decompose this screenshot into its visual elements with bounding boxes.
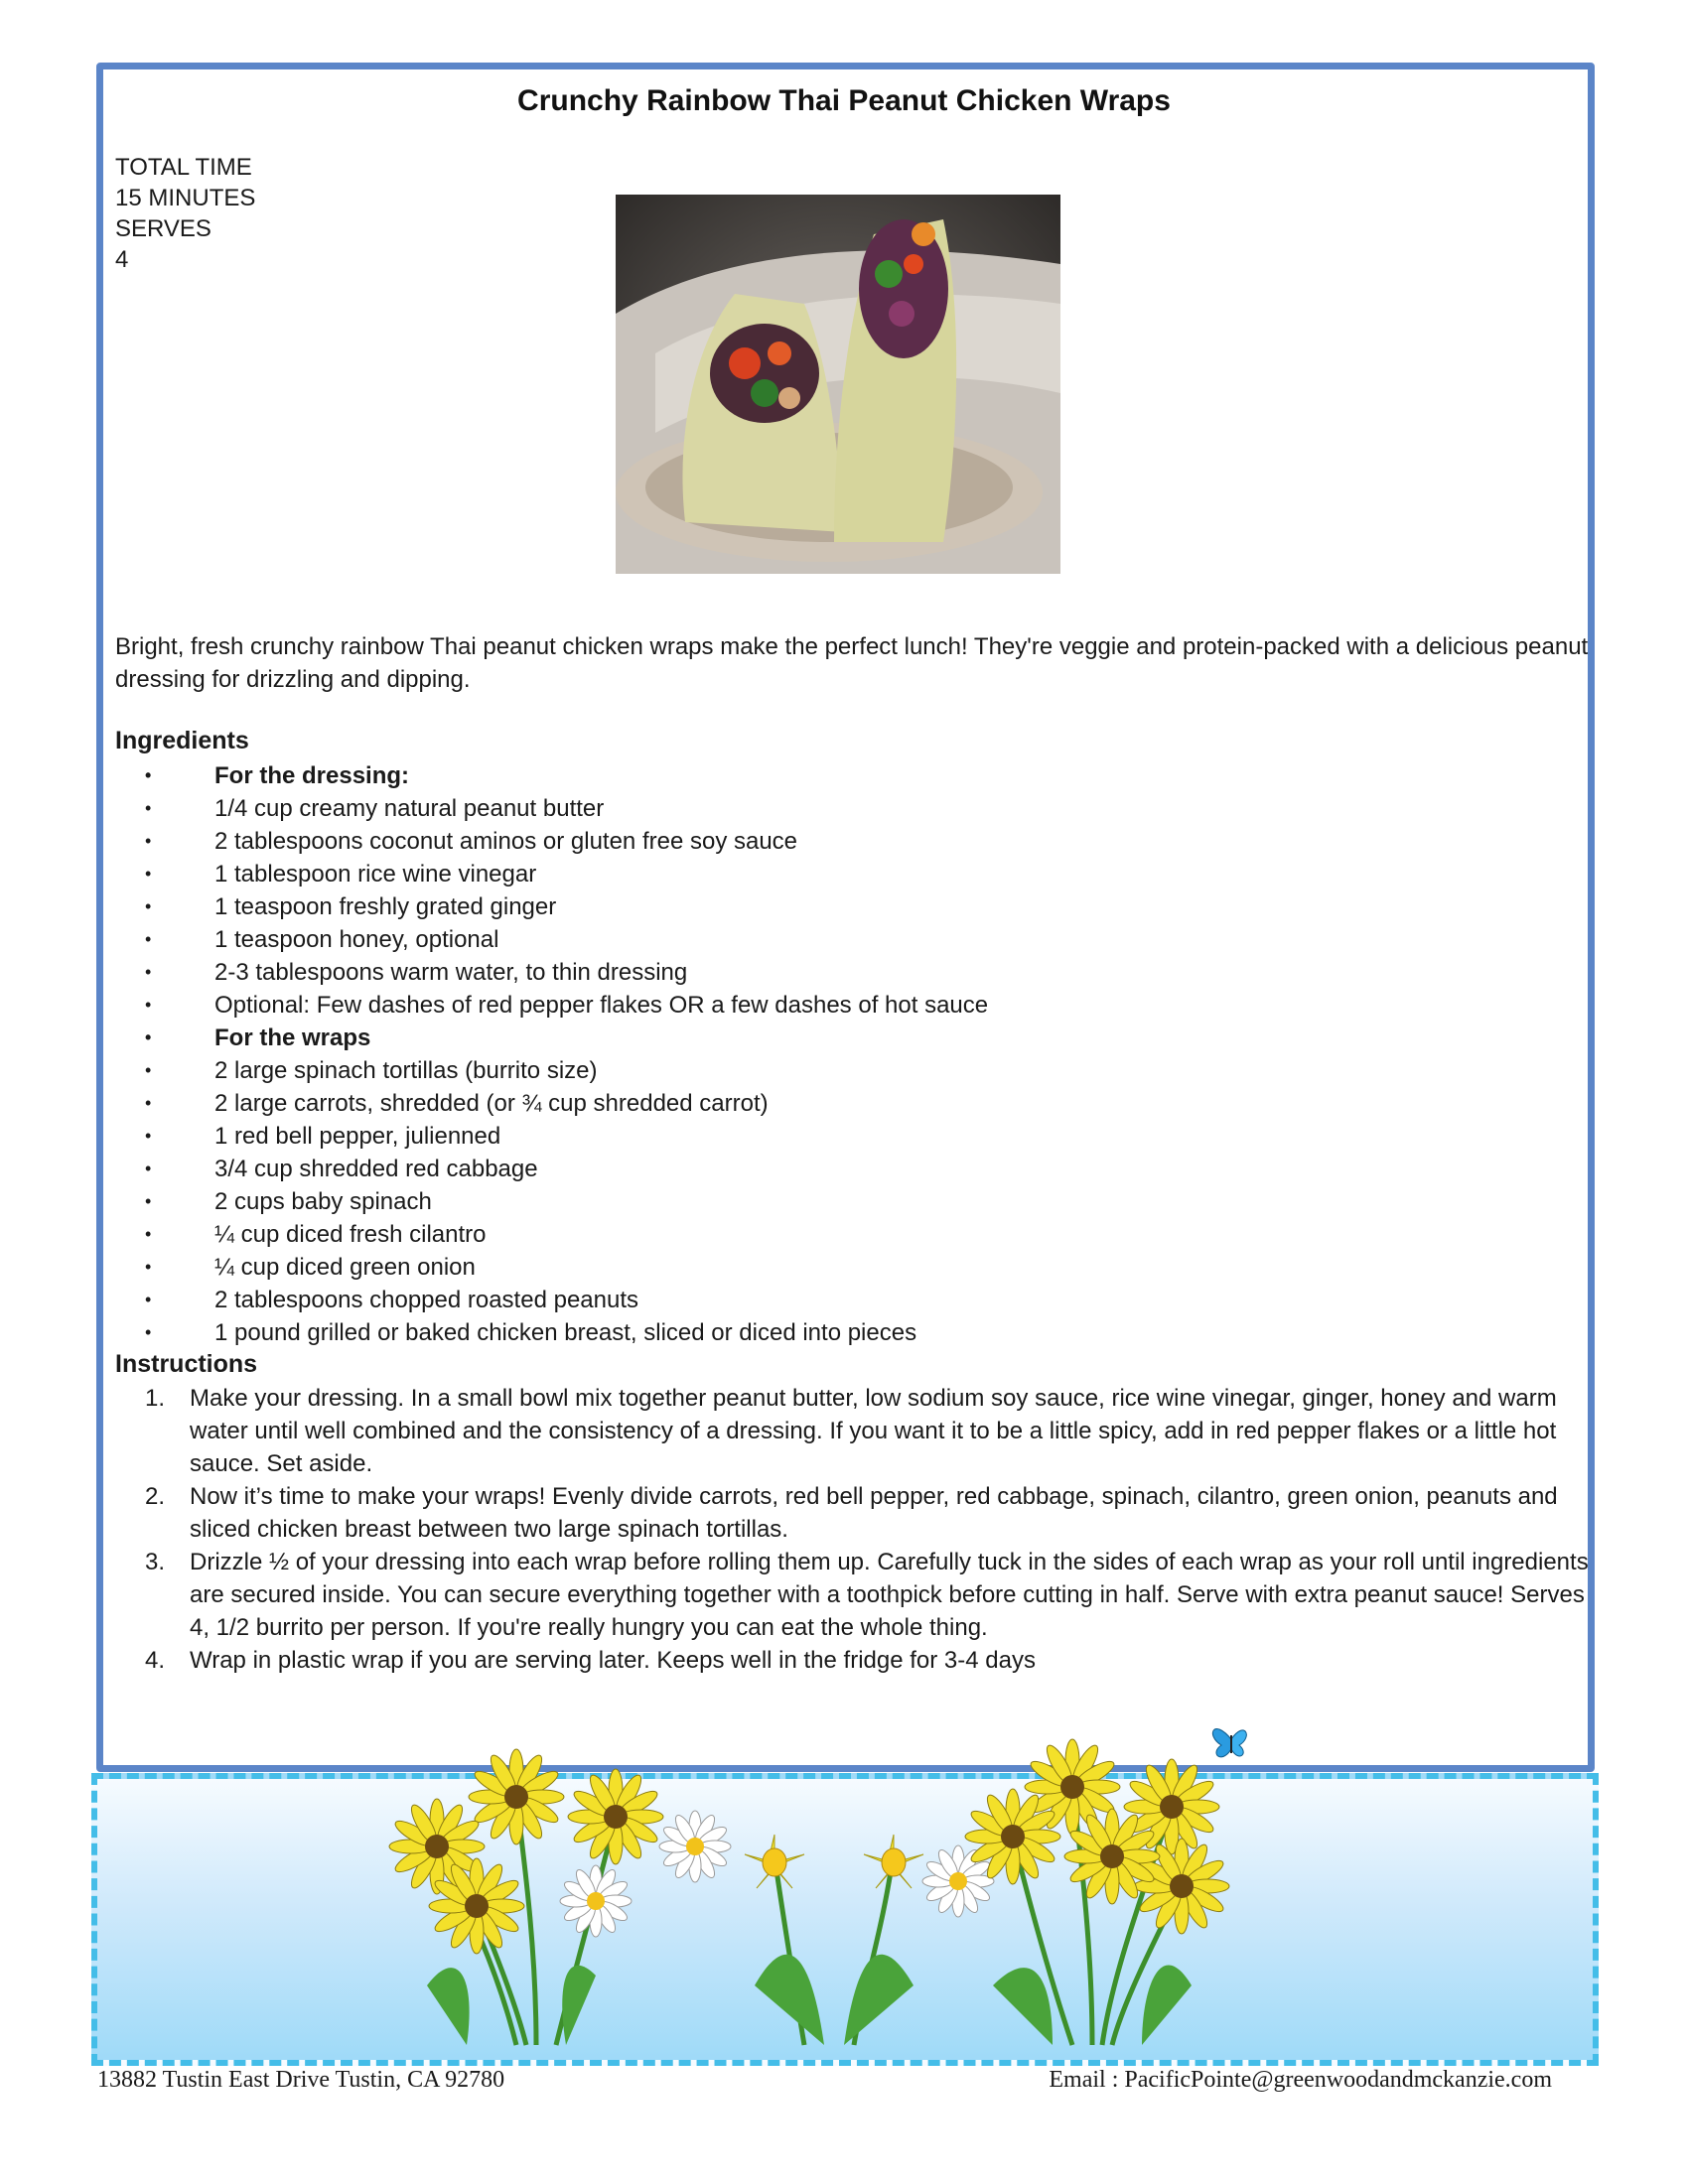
list-item: [115, 792, 988, 825]
bullet: •: [145, 962, 152, 982]
list-item: [115, 1316, 988, 1349]
bullet: •: [145, 929, 152, 949]
wrap-photo: [616, 195, 1060, 574]
list-item: [115, 1480, 1595, 1546]
footer-email: Email : PacificPointe@greenwoodandmckanzie.com: [1049, 2067, 1552, 2093]
ingredient-text: 1 red bell pepper, julienned: [214, 1123, 501, 1150]
ingredient-text: 2 large spinach tortillas (burrito size): [214, 1057, 598, 1084]
bullet: •: [145, 1191, 152, 1211]
recipe-meta: [115, 152, 255, 275]
instructions-list: [115, 1382, 1595, 1677]
ingredient-text: 1 teaspoon freshly grated ginger: [214, 893, 557, 920]
instructions-heading: Instructions: [115, 1350, 258, 1378]
bullet: •: [145, 765, 152, 785]
ingredient-text: 2 large carrots, shredded (or ¾ cup shredded carrot): [214, 1090, 769, 1117]
ingredient-text: 2 tablespoons coconut aminos or gluten free soy sauce: [214, 828, 798, 855]
ingredient-text: For the dressing:: [214, 762, 410, 789]
list-item: [115, 1087, 988, 1120]
bullet: •: [145, 1159, 152, 1178]
ingredient-text: For the wraps: [214, 1024, 371, 1051]
ingredient-text: ¼ cup diced fresh cilantro: [214, 1221, 487, 1248]
bullet: •: [145, 798, 152, 818]
list-item: [115, 923, 988, 956]
list-item: [115, 1382, 1595, 1480]
bullet: •: [145, 864, 152, 884]
list-item: [115, 1644, 1595, 1677]
step-text: Wrap in plastic wrap if you are serving later. Keeps well in the fridge for 3-4 days: [190, 1647, 1036, 1674]
bullet: •: [145, 1257, 152, 1277]
list-item: [115, 825, 988, 858]
list-item: [115, 1546, 1595, 1644]
step-number: 2.: [145, 1483, 166, 1510]
bullet: •: [145, 831, 152, 851]
list-item: [115, 1022, 988, 1054]
list-item: [115, 759, 988, 792]
list-item: [115, 1251, 988, 1284]
list-item: [115, 1185, 988, 1218]
footer-address: 13882 Tustin East Drive Tustin, CA 92780: [97, 2067, 505, 2093]
ingredient-text: 2 tablespoons chopped roasted peanuts: [214, 1287, 638, 1313]
bullet: •: [145, 1290, 152, 1309]
bullet: •: [145, 1224, 152, 1244]
bullet: •: [145, 1060, 152, 1080]
ingredient-text: Optional: Few dashes of red pepper flakes OR a few dashes of hot sauce: [214, 992, 989, 1019]
ingredient-text: 2-3 tablespoons warm water, to thin dressing: [214, 959, 688, 986]
step-text: Make your dressing. In a small bowl mix together peanut butter, low sodium soy sauce, rice wine vinegar, ginger, honey and warm water until well combined and the consistency of a dressing. If you want it to be a little spicy, add in red pepper flakes or a little hot sauce. Set aside.: [190, 1385, 1557, 1477]
list-item: [115, 989, 988, 1022]
ingredient-text: 1 tablespoon rice wine vinegar: [214, 861, 537, 887]
ingredients-list: [115, 759, 988, 1349]
list-item: [115, 1284, 988, 1316]
bullet: •: [145, 1093, 152, 1113]
step-number: 3.: [145, 1549, 166, 1575]
bullet: •: [145, 1322, 152, 1342]
recipe-intro: Bright, fresh crunchy rainbow Thai peanut chicken wraps make the perfect lunch! They're veggie and protein-packed with a delicious peanut dressing for drizzling and dipping.: [115, 633, 1589, 693]
ingredient-text: ¼ cup diced green onion: [214, 1254, 476, 1281]
recipe-title: Crunchy Rainbow Thai Peanut Chicken Wraps: [517, 84, 1171, 117]
bullet: •: [145, 896, 152, 916]
ingredient-text: 1 pound grilled or baked chicken breast, sliced or diced into pieces: [214, 1319, 917, 1346]
list-item: [115, 890, 988, 923]
ingredient-text: 2 cups baby spinach: [214, 1188, 432, 1215]
step-text: Now it’s time to make your wraps! Evenly divide carrots, red bell pepper, red cabbage, spinach, cilantro, green onion, peanuts and sliced chicken breast between two large spinach tortillas.: [190, 1483, 1558, 1543]
serves-value: 4: [115, 246, 129, 273]
flower-illustration: [0, 1688, 1688, 2075]
serves-label: SERVES: [115, 215, 211, 242]
bullet: •: [145, 1126, 152, 1146]
list-item: [115, 1218, 988, 1251]
step-number: 4.: [145, 1647, 166, 1674]
bullet: •: [145, 995, 152, 1015]
total-time-label: TOTAL TIME: [115, 154, 252, 181]
total-time-value: 15 MINUTES: [115, 185, 256, 211]
list-item: [115, 1054, 988, 1087]
step-text: Drizzle ½ of your dressing into each wrap before rolling them up. Carefully tuck in the sides of each wrap as your roll until ingredients are secured inside. You can secure everything together with a toothpick before cutting in half. Serve with extra peanut sauce! Serves 4, 1/2 burrito per person. If you're really hungry you can eat the whole thing.: [190, 1549, 1589, 1641]
list-item: [115, 1120, 988, 1153]
ingredient-text: 3/4 cup shredded red cabbage: [214, 1156, 538, 1182]
butterfly-icon: [1212, 1729, 1246, 1757]
bullet: •: [145, 1027, 152, 1047]
list-item: [115, 858, 988, 890]
ingredient-text: 1/4 cup creamy natural peanut butter: [214, 795, 605, 822]
ingredients-heading: Ingredients: [115, 727, 249, 754]
list-item: [115, 1153, 988, 1185]
step-number: 1.: [145, 1385, 166, 1412]
ingredient-text: 1 teaspoon honey, optional: [214, 926, 499, 953]
list-item: [115, 956, 988, 989]
